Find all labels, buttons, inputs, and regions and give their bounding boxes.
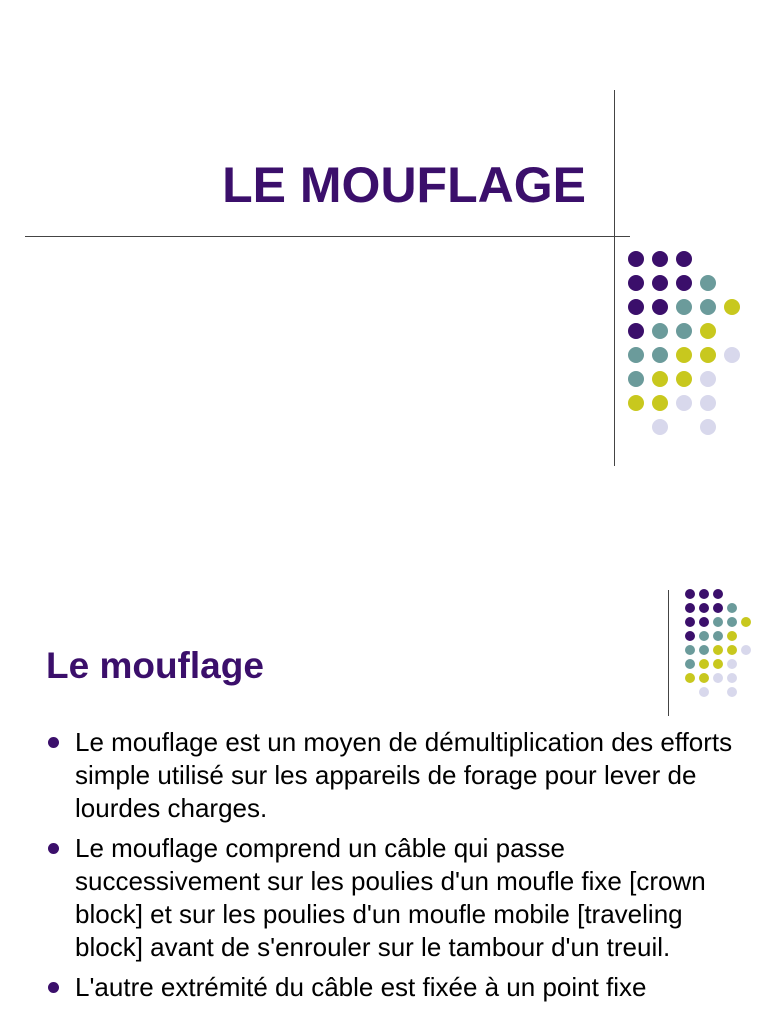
decoration-dot: [699, 631, 709, 641]
decoration-dot: [628, 275, 644, 291]
decoration-dot: [685, 645, 695, 655]
decoration-dot: [699, 617, 709, 627]
decoration-dot: [741, 645, 751, 655]
decoration-dot: [685, 617, 695, 627]
decoration-dot: [713, 659, 723, 669]
decoration-dot: [652, 299, 668, 315]
presentation-title: LE MOUFLAGE: [222, 157, 586, 213]
bullet-dot-icon: [48, 982, 59, 993]
decoration-dot: [628, 299, 644, 315]
decoration-dot: [628, 347, 644, 363]
title-divider-horizontal: [25, 236, 630, 237]
decoration-dot: [713, 603, 723, 613]
decoration-dot: [699, 645, 709, 655]
decoration-dot: [713, 645, 723, 655]
bullet-item: [46, 726, 736, 825]
decoration-dot: [628, 323, 644, 339]
decoration-dot: [652, 419, 668, 435]
decoration-dot: [727, 617, 737, 627]
decoration-dot: [727, 631, 737, 641]
decoration-dot: [727, 603, 737, 613]
decoration-dot: [727, 673, 737, 683]
content-slide: [0, 520, 768, 1024]
decoration-dot: [676, 371, 692, 387]
decoration-dot: [652, 347, 668, 363]
decoration-dot: [628, 395, 644, 411]
decoration-dot: [727, 645, 737, 655]
decoration-dot: [685, 659, 695, 669]
decoration-dot: [676, 299, 692, 315]
decoration-dot: [652, 323, 668, 339]
decoration-dot: [676, 251, 692, 267]
decoration-dot: [699, 687, 709, 697]
decoration-dot: [685, 673, 695, 683]
decoration-dot: [727, 687, 737, 697]
decoration-dot: [699, 659, 709, 669]
title-divider-vertical: [614, 90, 615, 466]
content-divider-vertical: [668, 590, 669, 716]
decoration-dot: [741, 617, 751, 627]
decoration-dot: [652, 275, 668, 291]
decoration-dot: [700, 395, 716, 411]
bullet-dot-icon: [48, 737, 59, 748]
decoration-dot: [727, 659, 737, 669]
bullet-text: Le mouflage est un moyen de démultiplication des efforts simple utilisé sur les appareils de forage pour lever de lourdes charges.: [75, 727, 733, 823]
decoration-dot: [713, 617, 723, 627]
decoration-dot: [724, 347, 740, 363]
bullet-dot-icon: [48, 843, 59, 854]
bullet-list: [46, 726, 736, 1011]
decoration-dot: [699, 603, 709, 613]
decoration-dot: [699, 673, 709, 683]
decoration-dot: [685, 603, 695, 613]
decoration-dot: [652, 395, 668, 411]
decoration-dot: [676, 395, 692, 411]
decoration-dot: [700, 299, 716, 315]
decoration-dot: [713, 631, 723, 641]
decoration-dot: [713, 589, 723, 599]
decoration-dot: [652, 251, 668, 267]
decoration-dot: [685, 631, 695, 641]
decoration-dot: [724, 299, 740, 315]
decoration-dot: [676, 323, 692, 339]
dot-pattern-decoration: [627, 250, 751, 440]
decoration-dot: [628, 371, 644, 387]
decoration-dot: [676, 347, 692, 363]
dot-pattern-decoration-small: [684, 588, 756, 698]
bullet-text: L'autre extrémité du câble est fixée à un point fixe: [75, 972, 647, 1002]
decoration-dot: [700, 347, 716, 363]
decoration-dot: [713, 673, 723, 683]
decoration-dot: [700, 371, 716, 387]
decoration-dot: [628, 251, 644, 267]
slide-heading: Le mouflage: [46, 645, 264, 686]
decoration-dot: [676, 275, 692, 291]
decoration-dot: [700, 419, 716, 435]
decoration-dot: [652, 371, 668, 387]
decoration-dot: [700, 323, 716, 339]
decoration-dot: [685, 589, 695, 599]
bullet-item: [46, 832, 736, 964]
decoration-dot: [699, 589, 709, 599]
decoration-dot: [700, 275, 716, 291]
bullet-item: [46, 971, 736, 1004]
bullet-text: Le mouflage comprend un câble qui passe successivement sur les poulies d'un moufle fixe [crown block] et sur les poulies d'un moufle mobile [traveling block] avant de s'enrouler sur le tambour d'un treuil.: [75, 833, 706, 962]
